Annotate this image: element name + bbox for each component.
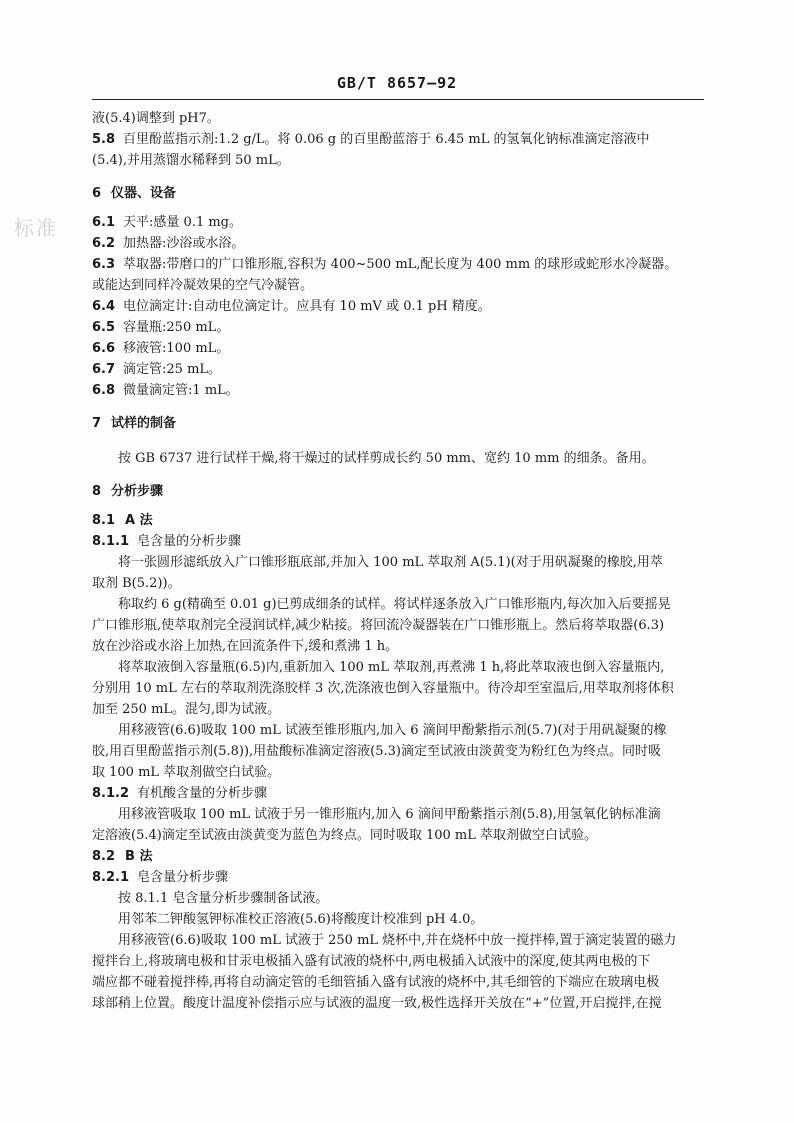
- section-title: 仪器、设备: [111, 186, 177, 201]
- clause-number: 6.3: [92, 257, 116, 272]
- subsection-heading-8-1-2: [92, 783, 704, 804]
- clause-text: 电位滴定计:自动电位滴定计。应具有 10 mV 或 0.1 pH 精度。: [123, 299, 491, 314]
- paragraph-8-1-1-d-cont: 取 100 mL 萃取剂做空白试验。: [92, 765, 281, 780]
- clause-number: 6.7: [92, 362, 116, 377]
- section-title: 皂含量分析步骤: [137, 870, 229, 885]
- paragraph-8-2-1-b: 用邻苯二钾酸氢钾标准校正溶液(5.6)将酸度计校准到 pH 4.0。: [118, 912, 484, 927]
- paragraph-8-1-1-c: 将萃取液倒入容量瓶(6.5)内,重新加入 100 mL 萃取剂,再煮沸 1 h,将此萃取液也倒入容量瓶内,: [118, 660, 665, 675]
- clause-6-6: [92, 338, 704, 359]
- subsection-heading-8-2: [92, 846, 704, 867]
- paragraph-8-2-1-c-cont: 端应都不碰着搅拌棒,再将自动滴定管的毛细管插入盛有试液的烧杯中,其毛细管的下端应在玻璃电极: [92, 975, 660, 990]
- paragraph-8-2-1-c-cont: 球部稍上位置。酸度计温度补偿指示应与试液的温度一致,极性选择开关放在“+”位置,开启搅拌,在搅: [92, 996, 662, 1011]
- clause-number: 6.2: [92, 236, 116, 251]
- paragraph-8-2-1-a: 按 8.1.1 皂含量分析步骤制备试液。: [118, 891, 329, 906]
- paragraph-8-1-1-b: 称取约 6 g(精确至 0.01 g)已剪成细条的试样。将试样逐条放入广口锥形瓶内,每次加入后要摇晃: [118, 597, 671, 612]
- subsection-heading-8-2-1: [92, 867, 704, 888]
- section-heading-6: [92, 183, 704, 204]
- paragraph-8-1-2: 用移液管吸取 100 mL 试液于另一锥形瓶内,加入 6 滴间甲酚紫指示剂(5.8),用氢氧化钠标准滴: [118, 807, 661, 822]
- clause-text: 移液管:100 mL。: [123, 341, 230, 356]
- paragraph-8-1-1-b-cont: 广口锥形瓶,使萃取剂完全浸润试样,减少粘接。将回流冷凝器装在广口锥形瓶上。然后将萃取器(6.3): [92, 618, 665, 633]
- paragraph-8-1-1-b-cont: 放在沙浴或水浴上加热,在回流条件下,缓和煮沸 1 h。: [92, 639, 399, 654]
- clause-text: 滴定管:25 mL。: [123, 362, 222, 377]
- subsection-heading-8-1: [92, 510, 704, 531]
- paragraph-8-1-2-cont: 定溶液(5.4)滴定至试液由淡黄变为蓝色为终点。同时吸取 100 mL 萃取剂做空白试验。: [92, 828, 597, 843]
- section-number: 8: [92, 484, 102, 499]
- header-divider: [92, 99, 704, 100]
- clause-number: 6.4: [92, 299, 116, 314]
- section-title: A 法: [125, 513, 153, 528]
- paragraph-8-1-1-a: 将一张圆形滤纸放入广口锥形瓶底部,并加入 100 mL 萃取剂 A(5.1)(对于用矾凝聚的橡胶,用萃: [118, 555, 663, 570]
- clause-5-8: [92, 129, 704, 150]
- section-number: 7: [92, 416, 102, 431]
- section-title: 分析步骤: [111, 484, 164, 499]
- clause-text: 微量滴定管:1 mL。: [123, 383, 239, 398]
- section-number: 8.1.1: [92, 534, 130, 549]
- clause-text: 容量瓶:250 mL。: [123, 320, 230, 335]
- clause-text: 百里酚蓝指示剂:1.2 g/L。将 0.06 g 的百里酚蓝溶于 6.45 mL 的氢氧化钠标准滴定溶液中: [123, 132, 650, 147]
- paragraph-7: 按 GB 6737 进行试样干燥,将干燥过的试样剪成长约 50 mm、宽约 10 mm 的细条。备用。: [118, 451, 655, 466]
- section-number: 8.1.2: [92, 786, 130, 801]
- paragraph-8-1-1-c-cont: 加至 250 mL。混匀,即为试液。: [92, 702, 281, 717]
- section-title: 皂含量的分析步骤: [137, 534, 242, 549]
- section-title: 试样的制备: [111, 416, 177, 431]
- section-heading-8: [92, 481, 704, 502]
- document-body: [92, 108, 704, 1014]
- section-number: 8.1: [92, 513, 116, 528]
- clause-6-3: [92, 254, 704, 275]
- section-title: 有机酸含量的分析步骤: [137, 786, 268, 801]
- paragraph-8-2-1-c-cont: 搅拌台上,将玻璃电极和甘汞电极插入盛有试液的烧杯中,两电极插入试液中的深度,使其两电极的下: [92, 954, 651, 969]
- clause-6-2: [92, 233, 704, 254]
- clause-6-8: [92, 380, 704, 401]
- page-header-doc-id: GB/T 8657—92: [336, 74, 458, 92]
- clause-number: 6.8: [92, 383, 116, 398]
- clause-text: 天平:感量 0.1 mg。: [123, 215, 242, 230]
- clause-5-8-cont: (5.4),并用蒸馏水稀释到 50 mL。: [92, 153, 290, 168]
- subsection-heading-8-1-1: [92, 531, 704, 552]
- paragraph-continuation: 液(5.4)调整到 pH7。: [92, 111, 220, 126]
- clause-6-7: [92, 359, 704, 380]
- paragraph-8-1-1-a-cont: 取剂 B(5.2))。: [92, 576, 181, 591]
- clause-6-4: [92, 296, 704, 317]
- clause-number: 6.6: [92, 341, 116, 356]
- clause-6-1: [92, 212, 704, 233]
- clause-text: 加热器:沙浴或水浴。: [123, 236, 245, 251]
- section-number: 8.2: [92, 849, 116, 864]
- watermark-stamp: 标准: [14, 216, 58, 240]
- paragraph-8-1-1-d-cont: 胶,用百里酚蓝指示剂(5.8)),用盐酸标准滴定溶液(5.3)滴定至试液由淡黄变为粉红色为终点。同时吸: [92, 744, 661, 759]
- clause-6-5: [92, 317, 704, 338]
- clause-6-3-cont: 或能达到同样冷凝效果的空气冷凝管。: [92, 278, 314, 293]
- paragraph-8-1-1-c-cont: 分别用 10 mL 左右的萃取剂洗涤胶样 3 次,洗涤液也倒入容量瓶中。待冷却至室温后,用萃取剂将体积: [92, 681, 674, 696]
- paragraph-8-1-1-d: 用移液管(6.6)吸取 100 mL 试液至锥形瓶内,加入 6 滴间甲酚紫指示剂(5.7)(对于用矾凝聚的橡: [118, 723, 667, 738]
- clause-number: 6.5: [92, 320, 116, 335]
- section-number: 6: [92, 186, 102, 201]
- clause-number: 6.1: [92, 215, 116, 230]
- clause-number: 5.8: [92, 132, 116, 147]
- section-title: B 法: [125, 849, 153, 864]
- section-number: 8.2.1: [92, 870, 130, 885]
- clause-text: 萃取器:带磨口的广口锥形瓶,容积为 400~500 mL,配长度为 400 mm 的球形或蛇形水冷凝器。: [123, 257, 678, 272]
- section-heading-7: [92, 413, 704, 434]
- paragraph-8-2-1-c: 用移液管(6.6)吸取 100 mL 试液于 250 mL 烧杯中,并在烧杯中放一搅拌棒,置于滴定装置的磁力: [118, 933, 677, 948]
